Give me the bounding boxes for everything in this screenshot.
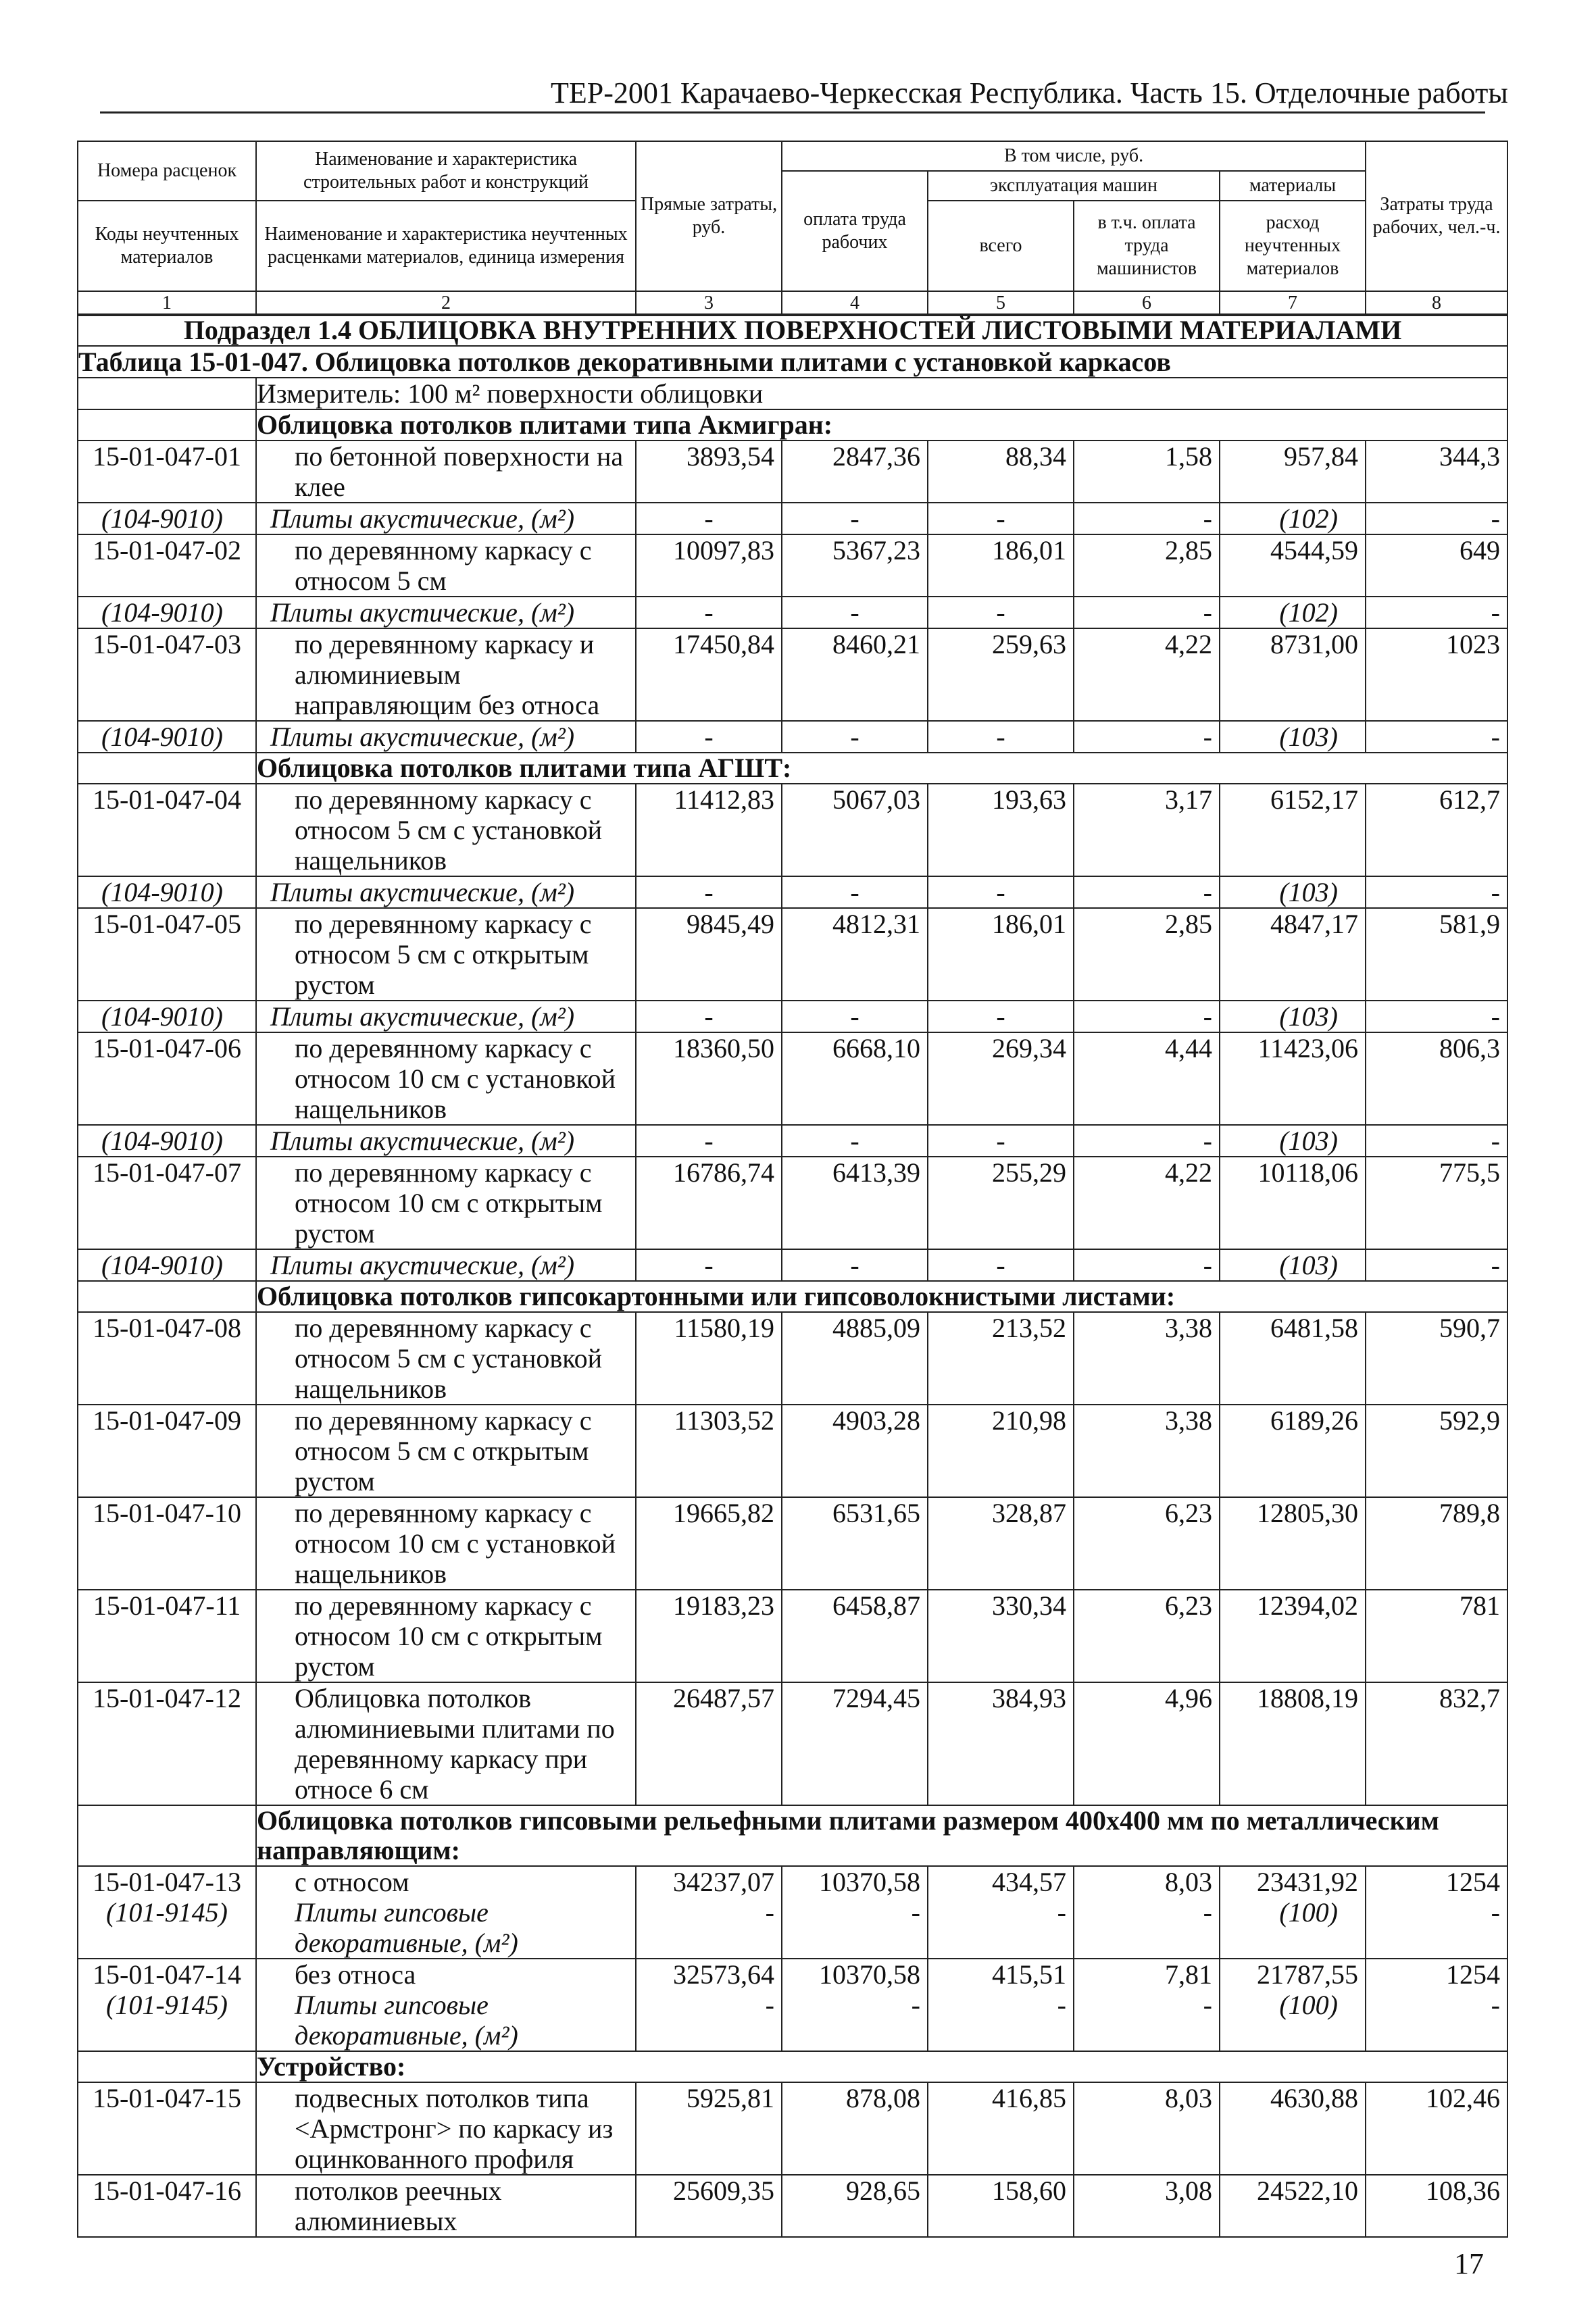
material-consumption: (103): [1220, 1001, 1366, 1032]
value-cell: 775,5: [1366, 1157, 1507, 1249]
value-cell: 18808,19: [1220, 1682, 1366, 1805]
dash: -: [1366, 721, 1507, 753]
value-cell: 34237,07: [673, 1867, 774, 1897]
dash: -: [1074, 876, 1220, 908]
value-cell: 12805,30: [1220, 1497, 1366, 1590]
dash: -: [636, 1125, 782, 1157]
dash: -: [1074, 1125, 1220, 1157]
col-header-unaccounted-materials: Наименование и характеристика неучтенных расценками материалов, единица измерения: [256, 201, 636, 291]
value-cell: 581,9: [1366, 908, 1507, 1001]
material-description: Плиты акустические, (м²): [256, 1249, 636, 1281]
value-cell: 806,3: [1366, 1032, 1507, 1125]
value-cell: 26487,57: [636, 1682, 782, 1805]
dash: -: [765, 1990, 774, 2020]
col-header-machines: эксплуатация машин: [928, 171, 1220, 201]
col-number: 4: [782, 291, 928, 316]
rate-code: 15-01-047-01: [78, 441, 256, 503]
value-cell: 8731,00: [1220, 628, 1366, 721]
value-cell: 11412,83: [636, 784, 782, 876]
col-number: 2: [256, 291, 636, 316]
value-cell: 330,34: [928, 1590, 1074, 1682]
material-consumption: (103): [1220, 1125, 1366, 1157]
value-cell: 8,03: [1165, 1867, 1212, 1897]
work-description: по деревянному каркасу с относом 10 см с открытым рустом: [295, 1157, 603, 1249]
value-cell: 102,46: [1366, 2082, 1507, 2175]
col-header-labor-hours: Затраты труда рабочих, чел.-ч.: [1366, 141, 1507, 291]
material-consumption: (102): [1220, 597, 1366, 628]
dash: -: [928, 721, 1074, 753]
value-cell: 434,57: [992, 1867, 1066, 1897]
dash: -: [636, 876, 782, 908]
table-row: [78, 628, 1507, 721]
table-row: [78, 1157, 1507, 1249]
value-cell: 21787,55: [1257, 1959, 1358, 1990]
value-cell: 23431,92: [1257, 1867, 1358, 1897]
dash: -: [782, 1125, 928, 1157]
rate-code: 15-01-047-14: [93, 1959, 241, 1990]
table-row: [78, 441, 1507, 503]
dash: -: [911, 1897, 920, 1928]
table-row: [78, 1312, 1507, 1405]
value-cell: 612,7: [1366, 784, 1507, 876]
material-consumption: (103): [1220, 876, 1366, 908]
value-cell: 11423,06: [1220, 1032, 1366, 1125]
value-cell: 4,22: [1074, 628, 1220, 721]
column-header-table: [77, 141, 1508, 316]
dash: -: [636, 721, 782, 753]
value-cell: 11303,52: [636, 1405, 782, 1497]
rate-code: 15-01-047-03: [78, 628, 256, 721]
dash: -: [1491, 1990, 1500, 2020]
value-cell: 7,81: [1165, 1959, 1212, 1990]
material-consumption: (103): [1220, 721, 1366, 753]
dash: -: [1203, 1990, 1212, 2020]
value-cell: 158,60: [928, 2175, 1074, 2237]
value-cell: 789,8: [1366, 1497, 1507, 1590]
value-cell: 255,29: [928, 1157, 1074, 1249]
value-cell: 10118,06: [1220, 1157, 1366, 1249]
value-cell: 19183,23: [636, 1590, 782, 1682]
material-row: [78, 1001, 1507, 1032]
rate-code: 15-01-047-15: [78, 2082, 256, 2175]
work-description: по деревянному каркасу с относом 5 см с установкой нащельников: [295, 1313, 603, 1404]
table-title: Таблица 15-01-047. Облицовка потолков декоративными плитами с установкой каркасов: [78, 346, 1507, 378]
value-cell: 8,03: [1074, 2082, 1220, 2175]
value-cell: 4630,88: [1220, 2082, 1366, 2175]
work-description: по деревянному каркасу с относом 5 см с открытым рустом: [295, 909, 592, 1000]
value-cell: 384,93: [928, 1682, 1074, 1805]
col-header-machines-total: всего: [928, 201, 1074, 291]
work-description: по деревянному каркасу с относом 5 см с установкой нащельников: [295, 784, 603, 876]
material-code: (104-9010): [78, 503, 256, 534]
material-consumption: (100): [1279, 1897, 1338, 1928]
page-number: 17: [1454, 2247, 1484, 2280]
value-cell: 6481,58: [1220, 1312, 1366, 1405]
rate-code: 15-01-047-13: [93, 1867, 241, 1897]
material-code: (104-9010): [78, 1249, 256, 1281]
value-cell: 3,38: [1074, 1312, 1220, 1405]
col-header-materials: материалы: [1220, 171, 1366, 201]
col-header-direct-costs: Прямые затраты, руб.: [636, 141, 782, 291]
dash: -: [1057, 1897, 1066, 1928]
rate-code: 15-01-047-16: [78, 2175, 256, 2237]
value-cell: 832,7: [1366, 1682, 1507, 1805]
rate-code: 15-01-047-07: [78, 1157, 256, 1249]
table-row: [78, 1682, 1507, 1805]
value-cell: 210,98: [928, 1405, 1074, 1497]
value-cell: 186,01: [928, 908, 1074, 1001]
measurement-unit: Измеритель: 100 м² поверхности облицовки: [256, 378, 1507, 409]
work-description: по деревянному каркасу и алюминиевым направляющим без относа: [295, 629, 600, 720]
material-description: Плиты гипсовые декоративные, (м²): [295, 1897, 518, 1958]
value-cell: 1254: [1446, 1959, 1500, 1990]
value-cell: 781: [1366, 1590, 1507, 1682]
value-cell: 4,22: [1074, 1157, 1220, 1249]
work-description: с относом: [295, 1867, 409, 1897]
rate-code: 15-01-047-11: [78, 1590, 256, 1682]
dash: -: [1366, 503, 1507, 534]
value-cell: 2847,36: [782, 441, 928, 503]
group-title: Облицовка потолков гипсокартонными или гипсоволокнистыми листами:: [256, 1281, 1507, 1312]
dash: -: [1366, 597, 1507, 628]
value-cell: 6458,87: [782, 1590, 928, 1682]
value-cell: 10370,58: [819, 1959, 920, 1990]
header-rule: [100, 111, 1485, 114]
work-description: по бетонной поверхности на клее: [295, 441, 624, 502]
dash: -: [782, 1249, 928, 1281]
material-code: (104-9010): [78, 1125, 256, 1157]
value-cell: 4,96: [1074, 1682, 1220, 1805]
work-description: по деревянному каркасу с относом 10 см с открытым рустом: [295, 1590, 603, 1682]
dash: -: [928, 597, 1074, 628]
dash: -: [1074, 721, 1220, 753]
rate-code: 15-01-047-05: [78, 908, 256, 1001]
value-cell: 16786,74: [636, 1157, 782, 1249]
table-row: [78, 1590, 1507, 1682]
group-title: Облицовка потолков гипсовыми рельефными плитами размером 400х400 мм по металлическим направляющим:: [256, 1805, 1507, 1866]
dash: -: [928, 1125, 1074, 1157]
rate-code: 15-01-047-12: [78, 1682, 256, 1805]
value-cell: 88,34: [928, 441, 1074, 503]
col-header-works: Наименование и характеристика строительных работ и конструкций: [256, 141, 636, 201]
value-cell: 3,17: [1074, 784, 1220, 876]
value-cell: 344,3: [1366, 441, 1507, 503]
value-cell: 3893,54: [636, 441, 782, 503]
value-cell: 6189,26: [1220, 1405, 1366, 1497]
rate-code: 15-01-047-04: [78, 784, 256, 876]
material-code: (101-9145): [106, 1990, 228, 2020]
value-cell: 5367,23: [782, 534, 928, 597]
dash: -: [765, 1897, 774, 1928]
value-cell: 19665,82: [636, 1497, 782, 1590]
rate-code: 15-01-047-02: [78, 534, 256, 597]
value-cell: 7294,45: [782, 1682, 928, 1805]
value-cell: 416,85: [928, 2082, 1074, 2175]
material-code: (104-9010): [78, 1001, 256, 1032]
material-consumption: (102): [1220, 503, 1366, 534]
value-cell: 4812,31: [782, 908, 928, 1001]
value-cell: 415,51: [992, 1959, 1066, 1990]
col-header-material-consumption: расход неучтенных материалов: [1220, 201, 1366, 291]
dash: -: [782, 1001, 928, 1032]
value-cell: 10370,58: [819, 1867, 920, 1897]
dash: -: [911, 1990, 920, 2020]
value-cell: 3,08: [1074, 2175, 1220, 2237]
value-cell: 6,23: [1074, 1497, 1220, 1590]
col-header-material-codes: Коды неучтенных материалов: [78, 201, 256, 291]
col-number: 6: [1074, 291, 1220, 316]
dash: -: [1366, 1001, 1507, 1032]
value-cell: 4885,09: [782, 1312, 928, 1405]
material-row: [78, 503, 1507, 534]
material-description: Плиты акустические, (м²): [256, 1001, 636, 1032]
value-cell: 9845,49: [636, 908, 782, 1001]
material-description: Плиты акустические, (м²): [256, 721, 636, 753]
work-description: Облицовка потолков алюминиевыми плитами по деревянному каркасу при относе 6 см: [295, 1683, 615, 1805]
material-row: [78, 1125, 1507, 1157]
dash: -: [928, 876, 1074, 908]
work-description: по деревянному каркасу с относом 5 см: [295, 535, 592, 596]
value-cell: 590,7: [1366, 1312, 1507, 1405]
value-cell: 6,23: [1074, 1590, 1220, 1682]
dash: -: [782, 503, 928, 534]
rate-code: 15-01-047-10: [78, 1497, 256, 1590]
col-header-including: В том числе, руб.: [782, 141, 1366, 171]
table-row: [78, 908, 1507, 1001]
material-row: [78, 876, 1507, 908]
dash: -: [636, 1001, 782, 1032]
dash: -: [782, 876, 928, 908]
value-cell: 269,34: [928, 1032, 1074, 1125]
value-cell: 4544,59: [1220, 534, 1366, 597]
rate-code: 15-01-047-09: [78, 1405, 256, 1497]
col-number: 3: [636, 291, 782, 316]
work-description: по деревянному каркасу с относом 10 см с установкой нащельников: [295, 1498, 616, 1589]
value-cell: 2,85: [1074, 534, 1220, 597]
dash: -: [928, 503, 1074, 534]
material-code: (104-9010): [78, 876, 256, 908]
document-header-title: ТЕР-2001 Карачаево-Черкесская Республика. Часть 15. Отделочные работы: [551, 76, 1508, 109]
value-cell: 12394,02: [1220, 1590, 1366, 1682]
col-number: 8: [1366, 291, 1507, 316]
table-row: [78, 2175, 1507, 2237]
material-consumption: (100): [1279, 1990, 1338, 2020]
value-cell: 186,01: [928, 534, 1074, 597]
work-description: без относа: [295, 1959, 416, 1990]
value-cell: 957,84: [1220, 441, 1366, 503]
dash: -: [1074, 503, 1220, 534]
dash: -: [1057, 1990, 1066, 2020]
value-cell: 328,87: [928, 1497, 1074, 1590]
material-row: [78, 1249, 1507, 1281]
col-number: 1: [78, 291, 256, 316]
value-cell: 592,9: [1366, 1405, 1507, 1497]
dash: -: [1491, 1897, 1500, 1928]
work-description: по деревянному каркасу с относом 5 см с открытым рустом: [295, 1405, 592, 1496]
group-title: Облицовка потолков плитами типа Акмигран:: [256, 409, 1507, 441]
table-row: [78, 1866, 1507, 1959]
dash: -: [782, 721, 928, 753]
value-cell: 1023: [1366, 628, 1507, 721]
dash: -: [1074, 597, 1220, 628]
value-cell: 649: [1366, 534, 1507, 597]
table-row: [78, 1405, 1507, 1497]
value-cell: 4903,28: [782, 1405, 928, 1497]
work-description: по деревянному каркасу с относом 10 см с установкой нащельников: [295, 1033, 616, 1124]
value-cell: 193,63: [928, 784, 1074, 876]
value-cell: 3,38: [1074, 1405, 1220, 1497]
dash: -: [1074, 1001, 1220, 1032]
col-header-operator-wages: в т.ч. оплата труда машинистов: [1074, 201, 1220, 291]
table-row: [78, 534, 1507, 597]
value-cell: 213,52: [928, 1312, 1074, 1405]
dash: -: [782, 597, 928, 628]
work-description: подвесных потолков типа <Армстронг> по каркасу из оцинкованного профиля: [295, 2083, 614, 2174]
group-title: Облицовка потолков плитами типа АГШТ:: [256, 753, 1507, 784]
work-description: потолков реечных алюминиевых: [295, 2175, 502, 2236]
col-header-wages: оплата труда рабочих: [782, 171, 928, 291]
material-code: (104-9010): [78, 721, 256, 753]
material-description: Плиты акустические, (м²): [256, 1125, 636, 1157]
value-cell: 24522,10: [1220, 2175, 1366, 2237]
material-description: Плиты гипсовые декоративные, (м²): [295, 1990, 518, 2051]
value-cell: 17450,84: [636, 628, 782, 721]
col-number: 7: [1220, 291, 1366, 316]
value-cell: 6668,10: [782, 1032, 928, 1125]
col-number: 5: [928, 291, 1074, 316]
value-cell: 5067,03: [782, 784, 928, 876]
dash: -: [928, 1001, 1074, 1032]
group-title: Устройство:: [256, 2051, 1507, 2082]
table-row: [78, 1497, 1507, 1590]
table-row: [78, 2082, 1507, 2175]
material-description: Плиты акустические, (м²): [256, 597, 636, 628]
rate-code: 15-01-047-06: [78, 1032, 256, 1125]
material-description: Плиты акустические, (м²): [256, 876, 636, 908]
table-row: [78, 1032, 1507, 1125]
value-cell: 8460,21: [782, 628, 928, 721]
value-cell: 10097,83: [636, 534, 782, 597]
value-cell: 2,85: [1074, 908, 1220, 1001]
value-cell: 1254: [1446, 1867, 1500, 1897]
value-cell: 4847,17: [1220, 908, 1366, 1001]
rate-code: 15-01-047-08: [78, 1312, 256, 1405]
section-title: Подраздел 1.4 ОБЛИЦОВКА ВНУТРЕННИХ ПОВЕРХНОСТЕЙ ЛИСТОВЫМИ МАТЕРИАЛАМИ: [78, 314, 1507, 346]
value-cell: 6413,39: [782, 1157, 928, 1249]
table-row: [78, 1959, 1507, 2051]
value-cell: 5925,81: [636, 2082, 782, 2175]
value-cell: 259,63: [928, 628, 1074, 721]
material-row: [78, 597, 1507, 628]
material-consumption: (103): [1220, 1249, 1366, 1281]
dash: -: [1366, 1249, 1507, 1281]
value-cell: 18360,50: [636, 1032, 782, 1125]
value-cell: 32573,64: [673, 1959, 774, 1990]
value-cell: 11580,19: [636, 1312, 782, 1405]
material-code: (101-9145): [106, 1897, 228, 1928]
table-row: [78, 784, 1507, 876]
dash: -: [636, 597, 782, 628]
dash: -: [928, 1249, 1074, 1281]
value-cell: 108,36: [1366, 2175, 1507, 2237]
material-row: [78, 721, 1507, 753]
dash: -: [1366, 876, 1507, 908]
dash: -: [636, 1249, 782, 1281]
material-description: Плиты акустические, (м²): [256, 503, 636, 534]
value-cell: 6531,65: [782, 1497, 928, 1590]
value-cell: 4,44: [1074, 1032, 1220, 1125]
value-cell: 928,65: [782, 2175, 928, 2237]
value-cell: 25609,35: [636, 2175, 782, 2237]
rates-table: [77, 313, 1508, 2238]
dash: -: [1203, 1897, 1212, 1928]
dash: -: [1074, 1249, 1220, 1281]
dash: -: [1366, 1125, 1507, 1157]
value-cell: 878,08: [782, 2082, 928, 2175]
value-cell: 6152,17: [1220, 784, 1366, 876]
material-code: (104-9010): [78, 597, 256, 628]
value-cell: 1,58: [1074, 441, 1220, 503]
dash: -: [636, 503, 782, 534]
col-header-rates: Номера расценок: [78, 141, 256, 201]
